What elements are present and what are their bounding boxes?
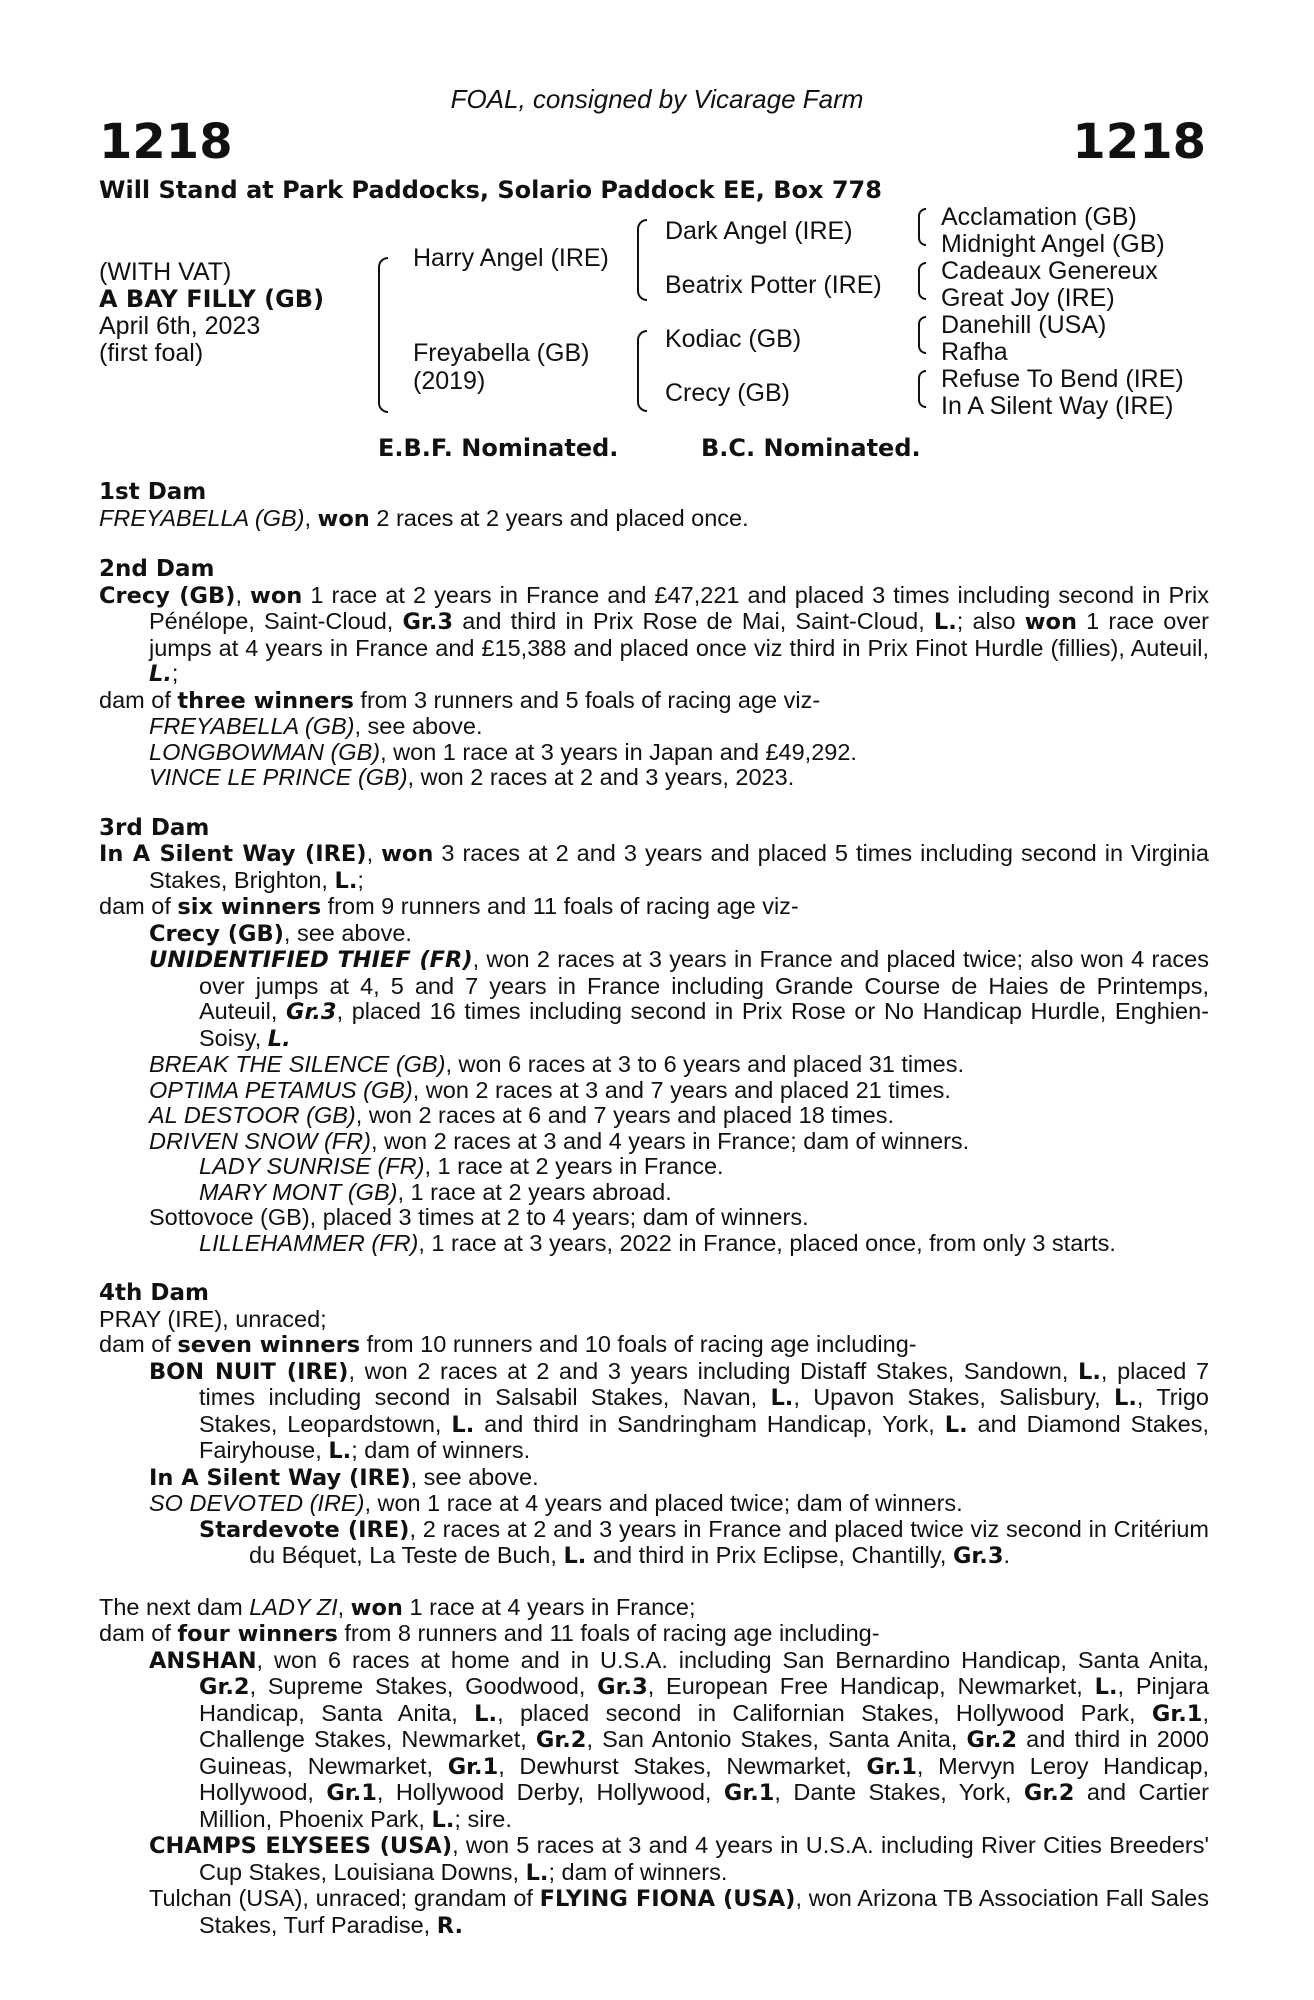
sire-dam: Beatrix Potter (IRE) [665, 271, 882, 299]
emphasis-text: FREYABELLA (GB) [149, 713, 355, 739]
text-run: Tulchan (USA), unraced; grandam of [149, 1885, 540, 1911]
text-run: ; [171, 660, 179, 686]
record-line [99, 841, 1209, 894]
text-run: Sottovoce (GB), placed 3 times at 2 to 4 years; dam of winners. [149, 1204, 809, 1230]
pedigree-section [99, 557, 1209, 791]
emphasis-text: Gr.2 [966, 1727, 1018, 1753]
text-run: , won 2 races at 2 and 3 years including Distaff Stakes, Sandown, [348, 1357, 1079, 1384]
emphasis-text: LADY SUNRISE (FR) [199, 1153, 425, 1179]
record-line [99, 1307, 1209, 1333]
text-run: , placed 7 times including second in Salsabil Stakes, Navan, [199, 1357, 1210, 1410]
emphasis-text: L. [267, 1025, 291, 1052]
emphasis-text: BREAK THE SILENCE (GB) [149, 1051, 446, 1077]
bc-nomination: B.C. Nominated. [701, 434, 921, 462]
emphasis-text: LONGBOWMAN (GB) [149, 738, 381, 765]
text-run: from 9 runners and 11 foals of racing age viz- [321, 893, 799, 919]
section-heading: 3rd Dam [99, 814, 210, 841]
text-run: , won 6 races at home and in U.S.A. including San Bernardino Handicap, Santa Anita, [256, 1646, 1209, 1673]
text-run: ; dam of winners. [548, 1858, 728, 1885]
text-run: , Upavon Stakes, Salisbury, [793, 1384, 1114, 1410]
emphasis-text: FLYING FIONA (USA) [539, 1886, 796, 1912]
foaling-date: April 6th, 2023 [99, 312, 261, 340]
emphasis-text: LADY ZI [249, 1593, 338, 1620]
emphasis-text: DRIVEN SNOW (FR) [149, 1127, 371, 1154]
emphasis-text: CHAMPS ELYSEES (USA) [149, 1833, 453, 1859]
record-line [99, 765, 1209, 791]
g3-ancestor: Refuse To Bend (IRE) [941, 365, 1184, 393]
text-run: , 2 races at 2 and 3 years in France and placed twice viz second in Critérium du Béquet, La Teste de Buch, [249, 1515, 1209, 1568]
text-run: from 3 runners and 5 foals of racing age viz- [353, 686, 821, 713]
record-line [99, 1103, 1209, 1129]
text-run: , won 1 race at 3 years in Japan and £49,292. [380, 738, 857, 765]
pedigree-section [99, 1281, 1209, 1570]
text-run: dam of [99, 1620, 178, 1646]
emphasis-text: LILLEHAMMER (FR) [199, 1229, 419, 1256]
emphasis-text: Gr.1 [447, 1753, 499, 1780]
emphasis-text: won [381, 841, 434, 867]
stand-location: Will Stand at Park Paddocks, Solario Paddock EE, Box 778 [99, 176, 882, 204]
text-run: from 10 runners and 10 foals of racing age including- [360, 1331, 917, 1357]
emphasis-text: won [250, 582, 303, 609]
text-run: ; dam of winners. [351, 1437, 531, 1463]
text-run: , [235, 581, 251, 608]
dam-name: Freyabella (GB) [413, 339, 590, 367]
record-line [99, 1205, 1209, 1231]
section-heading: 4th Dam [99, 1280, 209, 1306]
emphasis-text: L. [334, 867, 358, 894]
text-run: 2 races at 2 years and placed once. [369, 504, 749, 531]
emphasis-text: L. [944, 1411, 968, 1438]
record-line [99, 1332, 1209, 1359]
vat-note: (WITH VAT) [99, 258, 232, 286]
pedigree-section [99, 1595, 1209, 1940]
record-line [99, 947, 1209, 1052]
record-line [99, 714, 1209, 740]
record-line [99, 1154, 1209, 1180]
g3-brace-3 [918, 316, 926, 354]
text-run: . [1003, 1542, 1011, 1568]
record-line [99, 1491, 1209, 1517]
g3-ancestor: Cadeaux Genereux [941, 257, 1158, 285]
emphasis-text: L. [933, 609, 957, 635]
record-line [99, 1359, 1209, 1465]
text-run: , won 2 races at 3 and 4 years in France; dam of winners. [370, 1127, 970, 1154]
emphasis-text: Gr.2 [1023, 1780, 1075, 1806]
g3-ancestor: In A Silent Way (IRE) [941, 392, 1174, 420]
emphasis-text: SO DEVOTED (IRE) [149, 1490, 365, 1516]
text-run: 1 race over jumps at 4 years in France and £15,388 and placed once viz third in Prix Finot Hurdle (fillies), Auteuil, [149, 608, 1209, 661]
consignment-line: FOAL, consigned by Vicarage Farm [450, 84, 864, 114]
text-run: , placed 16 times including second in Prix Rose or No Handicap Hurdle, Enghien-Soisy, [199, 998, 1209, 1051]
record-line [99, 1180, 1209, 1206]
text-run: 1 race at 4 years in France; [402, 1593, 696, 1620]
sire-sire: Dark Angel (IRE) [665, 217, 853, 245]
emphasis-text: L. [563, 1543, 587, 1569]
text-run: , Mervyn Leroy Handicap, Hollywood, [199, 1752, 1209, 1805]
dam-year: (2019) [413, 367, 486, 395]
text-run: and third in Prix Eclipse, Chantilly, [586, 1542, 953, 1568]
emphasis-text: L. [328, 1438, 352, 1464]
emphasis-text: Gr.1 [723, 1780, 775, 1806]
emphasis-text: Gr.1 [326, 1780, 377, 1806]
g3-brace-2 [918, 262, 926, 300]
emphasis-text: six winners [177, 894, 322, 920]
text-run: and third in Prix Rose de Mai, Saint-Cloud, [453, 608, 934, 634]
text-run: The next dam [99, 1593, 250, 1620]
text-run: , won Arizona TB Association Fall Sales Stakes, Turf Paradise, [199, 1885, 1209, 1938]
emphasis-text: L. [770, 1385, 794, 1411]
emphasis-text: OPTIMA PETAMUS (GB) [149, 1076, 413, 1103]
record-line [99, 894, 1209, 921]
emphasis-text: FREYABELLA (GB) [99, 504, 305, 531]
g3-brace-4 [918, 370, 926, 408]
emphasis-text: Gr.3 [286, 999, 337, 1025]
text-run: PRAY (IRE), unraced; [99, 1305, 327, 1332]
text-run: 3 races at 2 and 3 years and placed 5 times including second in Virginia Stakes, Brighton, [149, 840, 1209, 893]
text-run: , Supreme Stakes, Goodwood, [249, 1673, 598, 1699]
section-heading: 1st Dam [99, 479, 207, 505]
g3-brace-1 [918, 208, 926, 246]
text-run: , [304, 504, 318, 531]
dam-sire: Kodiac (GB) [665, 325, 802, 353]
g3-ancestor: Great Joy (IRE) [941, 284, 1115, 312]
lot-number-left: 1218 [99, 114, 233, 170]
text-run: and Diamond Stakes, Fairyhouse, [199, 1410, 1209, 1463]
text-run: ; also [956, 608, 1025, 634]
text-run: , won 2 races at 2 and 3 years, 2023. [407, 764, 795, 790]
emphasis-text: seven winners [177, 1332, 361, 1358]
emphasis-text: three winners [177, 687, 354, 714]
dam-brace [637, 330, 647, 412]
emphasis-text: Crecy (GB) [149, 920, 284, 947]
text-run: and Cartier Million, Phoenix Park, [199, 1779, 1209, 1832]
text-run: , Pinjara Handicap, Santa Anita, [199, 1673, 1209, 1726]
record-line [99, 1052, 1209, 1078]
text-run: and third in Sandringham Handicap, York, [474, 1410, 945, 1437]
text-run: , Dante Stakes, York, [774, 1779, 1024, 1805]
emphasis-text: In A Silent Way (IRE) [99, 841, 367, 867]
emphasis-text: L. [1078, 1358, 1101, 1385]
text-run: , won 1 race at 4 years and placed twice; dam of winners. [364, 1490, 963, 1516]
record-line [99, 1833, 1209, 1886]
text-run: , see above. [354, 713, 483, 739]
emphasis-text: L. [1114, 1385, 1137, 1411]
emphasis-text: Gr.2 [535, 1727, 587, 1753]
text-run: , European Free Handicap, Newmarket, [647, 1673, 1095, 1699]
emphasis-text: BON NUIT (IRE) [149, 1358, 349, 1385]
record-line [99, 583, 1209, 688]
emphasis-text: won [1024, 609, 1078, 635]
text-run: ; sire. [454, 1805, 512, 1832]
g3-ancestor: Rafha [941, 338, 1008, 366]
emphasis-text: Gr.3 [597, 1674, 648, 1700]
pedigree-section [99, 816, 1209, 1257]
lot-number-right: 1218 [1072, 114, 1206, 170]
emphasis-text: L. [149, 661, 172, 687]
emphasis-text: won [317, 505, 370, 532]
emphasis-text: R. [436, 1912, 464, 1939]
emphasis-text: L. [451, 1411, 475, 1438]
pedigree-brace [378, 257, 388, 413]
sire-name: Harry Angel (IRE) [413, 244, 609, 272]
pedigree-section [99, 480, 1209, 532]
text-run: , [337, 1593, 351, 1620]
record-line [99, 1621, 1209, 1648]
ebf-nomination: E.B.F. Nominated. [378, 434, 619, 462]
text-run: , see above. [410, 1463, 539, 1490]
text-run: 1 race at 2 years in France and £47,221 and placed 3 times including second in Prix Pénélope, Saint-Cloud, [149, 581, 1209, 634]
text-run: , [366, 840, 382, 866]
text-run: , San Antonio Stakes, Santa Anita, [586, 1726, 967, 1752]
emphasis-text: AL DESTOOR (GB) [149, 1102, 356, 1128]
emphasis-text: L. [1094, 1674, 1118, 1700]
text-run: and third in 2000 Guineas, Newmarket, [199, 1726, 1209, 1779]
record-line [99, 1465, 1209, 1492]
emphasis-text: L. [431, 1806, 455, 1833]
g3-ancestor: Midnight Angel (GB) [941, 230, 1165, 258]
emphasis-text: four winners [177, 1621, 338, 1647]
text-run: from 8 runners and 11 foals of racing age including- [337, 1620, 880, 1646]
record-line [99, 1595, 1209, 1622]
text-run: , Trigo Stakes, Leopardstown, [199, 1384, 1209, 1437]
record-line [99, 1129, 1209, 1155]
emphasis-text: Stardevote (IRE) [199, 1516, 410, 1543]
text-run: dam of [99, 686, 178, 713]
emphasis-text: In A Silent Way (IRE) [149, 1464, 411, 1491]
record-line [99, 1648, 1209, 1834]
horse-name: A BAY FILLY (GB) [99, 285, 325, 313]
emphasis-text: ANSHAN [149, 1647, 257, 1674]
text-run: , Hollywood Derby, Hollywood, [376, 1779, 724, 1805]
text-run: , won 6 races at 3 to 6 years and placed 31 times. [445, 1051, 965, 1077]
dam-dam: Crecy (GB) [665, 379, 790, 407]
text-run: , see above. [283, 919, 412, 946]
emphasis-text: L. [474, 1700, 498, 1727]
record-line [99, 1517, 1209, 1570]
text-run: , 1 race at 2 years in France. [424, 1153, 724, 1179]
record-line [99, 921, 1209, 948]
emphasis-text: won [350, 1594, 403, 1621]
text-run: , Challenge Stakes, Newmarket, [199, 1699, 1209, 1752]
g3-ancestor: Danehill (USA) [941, 311, 1107, 339]
record-line [99, 506, 1209, 533]
text-run: dam of [99, 893, 178, 919]
text-run: , won 5 races at 3 and 4 years in U.S.A. including River Cities Breeders' Cup Stakes, Louisiana Downs, [199, 1832, 1209, 1885]
text-run: , won 2 races at 3 and 7 years and placed 21 times. [412, 1076, 951, 1103]
text-run: , 1 race at 2 years abroad. [397, 1178, 672, 1205]
text-run: dam of [99, 1331, 178, 1357]
record-line [99, 1078, 1209, 1104]
catalogue-body [99, 480, 1209, 1964]
foal-note: (first foal) [99, 339, 204, 367]
text-run: , 1 race at 3 years, 2022 in France, placed once, from only 3 starts. [418, 1229, 1116, 1256]
emphasis-text: Gr.3 [402, 609, 454, 635]
emphasis-text: L. [525, 1859, 549, 1886]
emphasis-text: Gr.2 [199, 1674, 250, 1700]
text-run: , placed second in Californian Stakes, Hollywood Park, [497, 1699, 1152, 1726]
emphasis-text: Crecy (GB) [99, 582, 236, 609]
record-line [99, 1231, 1209, 1257]
emphasis-text: MARY MONT (GB) [199, 1178, 398, 1205]
section-heading: 2nd Dam [99, 556, 215, 582]
g3-ancestor: Acclamation (GB) [941, 203, 1137, 231]
emphasis-text: Gr.1 [1151, 1700, 1203, 1727]
emphasis-text: Gr.1 [866, 1753, 917, 1780]
record-line [99, 1886, 1209, 1939]
text-run: , won 2 races at 3 years in France and placed twice; also won 4 races over jumps at 4, 5 and 7 years in France including Grande Course de Haies de Printemps, Auteuil, [199, 946, 1209, 1024]
text-run: , Dewhurst Stakes, Newmarket, [498, 1752, 867, 1779]
record-line [99, 740, 1209, 766]
text-run: ; [357, 866, 364, 893]
record-line [99, 688, 1209, 715]
sire-brace [637, 219, 647, 301]
emphasis-text: Gr.3 [952, 1543, 1004, 1569]
text-run: , won 2 races at 6 and 7 years and placed 18 times. [355, 1102, 894, 1128]
emphasis-text: UNIDENTIFIED THIEF (FR) [149, 947, 473, 973]
emphasis-text: VINCE LE PRINCE (GB) [149, 764, 408, 790]
